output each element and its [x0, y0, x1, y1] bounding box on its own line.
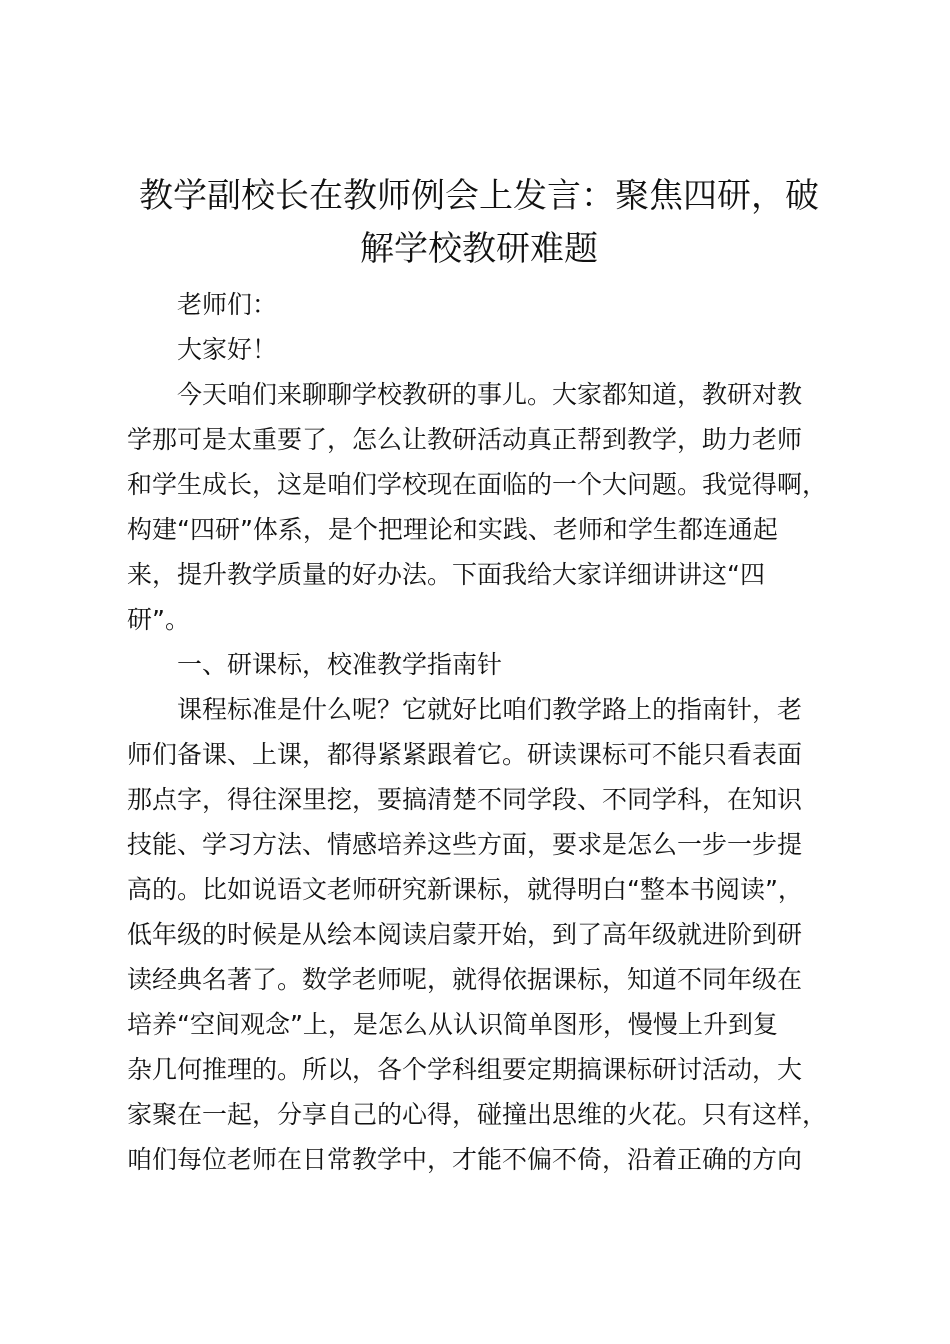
- document-title: [127, 170, 831, 276]
- greeting: 大家好！: [177, 335, 278, 364]
- text-line: 师们备课、上课，都得紧紧跟着它。研读课标可不能只看表面: [127, 740, 803, 769]
- document-body: [127, 282, 831, 1182]
- document-page: [127, 170, 831, 1182]
- title-line-2: 解学校教研难题: [360, 229, 598, 269]
- text-line: 低年级的时候是从绘本阅读启蒙开始，到了高年级就进阶到研: [127, 920, 803, 949]
- text-line: 那点字，得往深里挖，要搞清楚不同学段、不同学科，在知识: [127, 785, 803, 814]
- text-line: 读经典名著了。数学老师呢，就得依据课标，知道不同年级在: [127, 965, 803, 994]
- section-heading: 一、研课标，校准教学指南针: [177, 650, 503, 679]
- text-line: 杂几何推理的。所以，各个学科组要定期搞课标研讨活动，大: [127, 1055, 803, 1084]
- intro-paragraph: [127, 372, 831, 642]
- text-line: 培养“空间观念”上，是怎么从认识简单图形，慢慢上升到复: [127, 1010, 778, 1039]
- text-line: 家聚在一起，分享自己的心得，碰撞出思维的火花。只有这样，: [127, 1100, 828, 1129]
- text-line: 学那可是太重要了，怎么让教研活动真正帮到教学，助力老师: [127, 425, 803, 454]
- text-line: 来，提升教学质量的好办法。下面我给大家详细讲讲这“四: [127, 560, 765, 589]
- text-line: 和学生成长，这是咱们学校现在面临的一个大问题。我觉得啊，: [127, 470, 828, 499]
- text-line: 构建“四研”体系，是个把理论和实践、老师和学生都连通起: [127, 515, 778, 544]
- title-line-1: 教学副校长在教师例会上发言：聚焦四研，破: [139, 176, 819, 216]
- text-line: 今天咱们来聊聊学校教研的事儿。大家都知道，教研对教: [177, 380, 803, 409]
- salutation: 老师们：: [177, 290, 278, 319]
- text-line: 研”。: [127, 605, 190, 634]
- section1-paragraph: [127, 687, 831, 1182]
- text-line: 咱们每位老师在日常教学中，才能不偏不倚，沿着正确的方向: [127, 1145, 803, 1174]
- text-line: 课程标准是什么呢？它就好比咱们教学路上的指南针，老: [177, 695, 803, 724]
- text-line: 高的。比如说语文老师研究新课标，就得明白“整本书阅读”，: [127, 875, 803, 904]
- text-line: 技能、学习方法、情感培养这些方面，要求是怎么一步一步提: [127, 830, 803, 859]
